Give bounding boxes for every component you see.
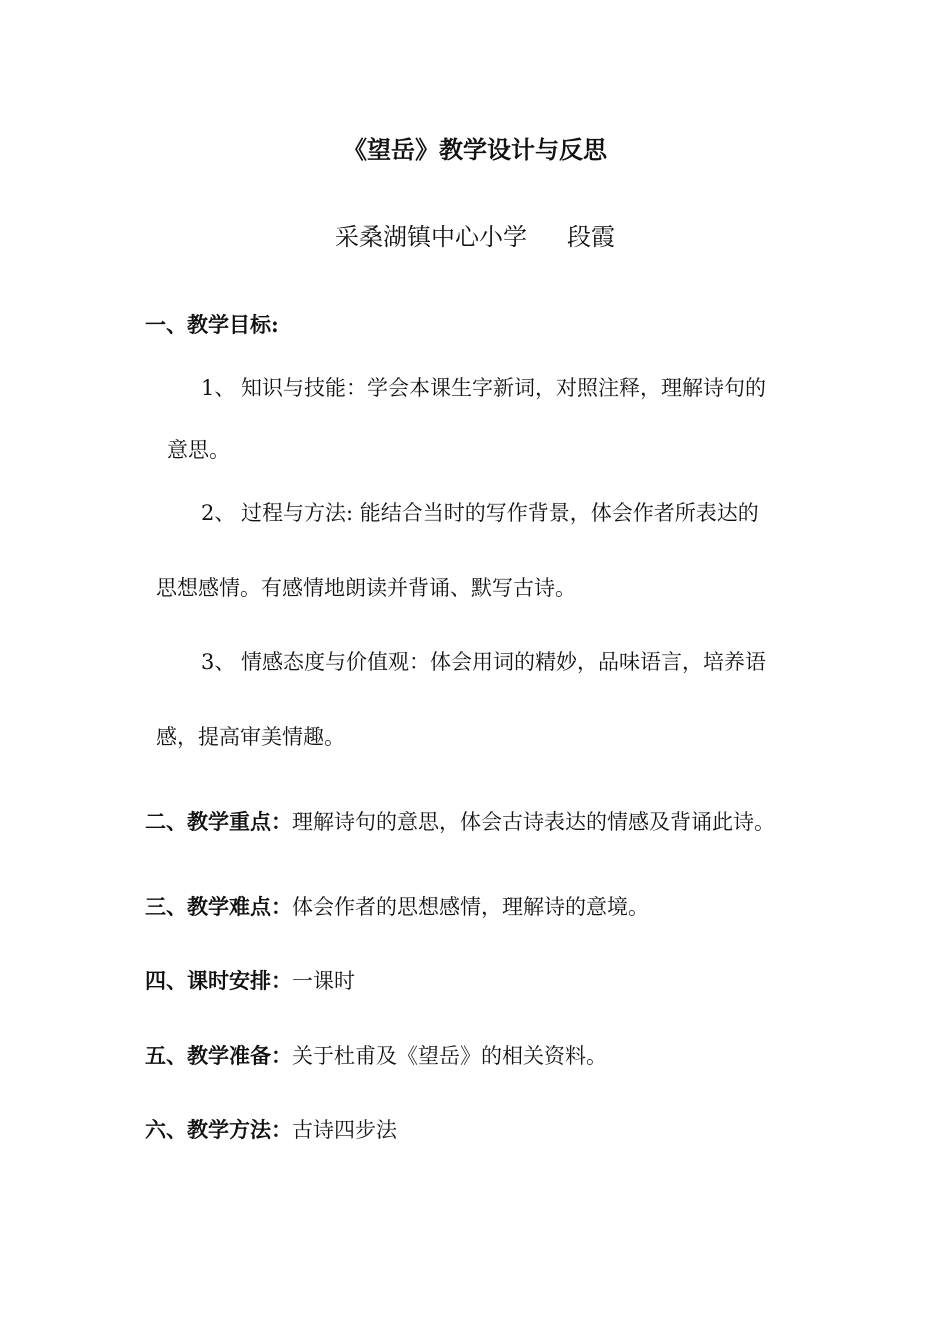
document-title: 《望岳》教学设计与反思 — [343, 135, 607, 164]
objective-3-number: 3、 — [201, 650, 236, 674]
objective-1-line-2: 意思。 — [167, 438, 230, 462]
section-3-label: 三、教学难点： — [145, 894, 292, 919]
section-2-key-points — [145, 809, 775, 835]
section-6-label: 六、教学方法： — [145, 1117, 292, 1142]
objective-1-text: 知识与技能：学会本课生字新词，对照注释，理解诗句的 — [241, 376, 766, 400]
objective-1-number: 1、 — [201, 376, 236, 400]
author-school: 采桑湖镇中心小学 — [335, 223, 527, 251]
objective-3-line-1 — [201, 649, 766, 675]
section-4-text: 一课时 — [292, 969, 355, 993]
section-6-method — [145, 1117, 397, 1143]
objective-2-text: 过程与方法: 能结合当时的写作背景，体会作者所表达的 — [241, 501, 759, 525]
section-4-schedule — [145, 968, 355, 994]
objective-3-line-2: 感，提高审美情趣。 — [156, 725, 345, 749]
section-4-label: 四、课时安排： — [145, 968, 292, 993]
section-5-label: 五、教学准备： — [145, 1043, 292, 1068]
objective-1-line-1 — [201, 375, 766, 401]
author-line — [0, 224, 950, 250]
section-2-label: 二、教学重点： — [145, 809, 292, 834]
section-3-text: 体会作者的思想感情，理解诗的意境。 — [292, 895, 649, 919]
section-5-text: 关于杜甫及《望岳》的相关资料。 — [292, 1044, 607, 1068]
objective-2-line-1 — [201, 500, 759, 526]
section-3-difficulties — [145, 894, 649, 920]
author-name: 段霞 — [567, 223, 615, 251]
objective-2-line-2: 思想感情。有感情地朗读并背诵、默写古诗。 — [156, 576, 576, 600]
objective-2-number: 2、 — [201, 501, 236, 525]
section-5-preparation — [145, 1043, 607, 1069]
section-6-text: 古诗四步法 — [292, 1118, 397, 1142]
section-2-text: 理解诗句的意思，体会古诗表达的情感及背诵此诗。 — [292, 810, 775, 834]
objective-3-text: 情感态度与价值观：体会用词的精妙，品味语言，培养语 — [241, 650, 766, 674]
section-1-heading: 一、教学目标: — [145, 312, 279, 337]
